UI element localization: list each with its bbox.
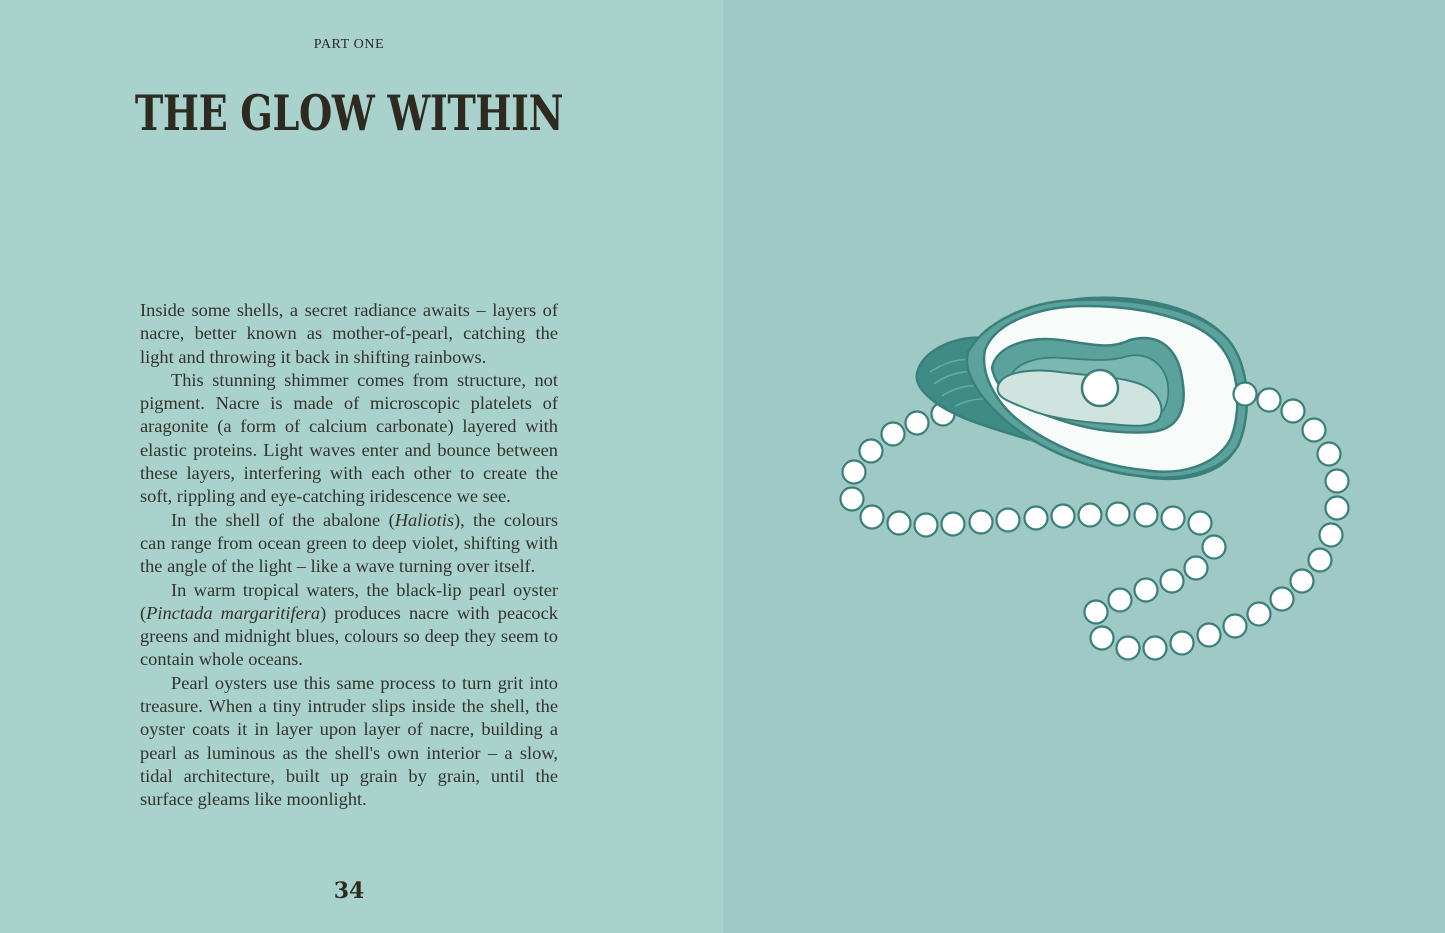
- paragraph-1: Inside some shells, a secret radiance awaits – layers of nacre, better known as mother-of-pearl, catching the light and throwing it back in shifting rainbows.: [140, 300, 558, 367]
- pearl-necklace-back: [841, 403, 955, 511]
- necklace-bead: [942, 513, 965, 536]
- paragraph-2: This stunning shimmer comes from structure, not pigment. Nacre is made of microscopic platelets of aragonite (a form of calcium carbonate) layered with elastic proteins. Light waves enter and bounce between these layers, interfering with each other to create the soft, rippling and eye-catching iridescence we see.: [140, 369, 558, 507]
- paragraph-3-start: In the shell of the abalone (: [171, 509, 395, 530]
- necklace-bead: [997, 509, 1020, 532]
- necklace-bead: [1135, 579, 1158, 602]
- necklace-bead: [861, 506, 884, 529]
- necklace-bead: [1109, 589, 1132, 612]
- paragraph-4: [140, 579, 558, 672]
- necklace-bead: [1248, 603, 1271, 626]
- central-pearl: [1082, 370, 1118, 406]
- paragraph-4-end: ) produces nacre with peacock greens and midnight blues, colours so deep they seem to contain whole oceans.: [140, 602, 558, 670]
- necklace-bead: [1326, 470, 1349, 493]
- necklace-bead: [1052, 505, 1075, 528]
- necklace-bead: [1291, 570, 1314, 593]
- necklace-bead: [1161, 570, 1184, 593]
- necklace-bead: [1318, 443, 1341, 466]
- necklace-bead: [860, 440, 883, 463]
- necklace-bead: [915, 514, 938, 537]
- oyster-pearl-illustration: [723, 0, 1445, 933]
- necklace-bead: [841, 488, 864, 511]
- necklace-bead: [906, 412, 929, 435]
- necklace-bead: [1025, 507, 1048, 530]
- necklace-bead: [1282, 400, 1305, 423]
- paragraph-5: Pearl oysters use this same process to turn grit into treasure. When a tiny intruder slips inside the shell, the oyster coats it in layer upon layer of nacre, building a pearl as luminous as the shell's own interior – a slow, tidal architecture, built up grain by grain, until the surface gleams like moonlight.: [140, 672, 558, 810]
- page-number: 34: [333, 878, 365, 904]
- necklace-bead: [1162, 507, 1185, 530]
- necklace-bead: [1234, 383, 1257, 406]
- necklace-bead: [1085, 601, 1108, 624]
- chapter-title: THE GLOW WITHIN: [134, 84, 564, 142]
- necklace-bead: [1189, 512, 1212, 535]
- right-page: [723, 0, 1445, 933]
- necklace-bead: [1303, 419, 1326, 442]
- necklace-bead: [1185, 557, 1208, 580]
- necklace-bead: [1117, 637, 1140, 660]
- necklace-bead: [1309, 549, 1332, 572]
- paragraph-3-end: ), the colours can range from ocean green to deep violet, shifting with the angle of the light – like a wave turning over itself.: [140, 509, 559, 577]
- necklace-bead: [1171, 632, 1194, 655]
- necklace-bead: [1198, 624, 1221, 647]
- necklace-bead: [843, 461, 866, 484]
- species-name-haliotis: Haliotis: [394, 509, 454, 530]
- necklace-bead: [1271, 588, 1294, 611]
- paragraph-3: [140, 509, 558, 579]
- necklace-bead: [888, 512, 911, 535]
- necklace-bead: [970, 511, 993, 534]
- species-name-pinctada: Pinctada margaritifera: [146, 602, 321, 623]
- paragraph-4-start: In warm tropical waters, the black-lip pearl oyster (: [140, 579, 558, 623]
- necklace-bead: [1135, 504, 1158, 527]
- necklace-bead: [1144, 637, 1167, 660]
- necklace-bead: [1203, 536, 1226, 559]
- necklace-bead: [1258, 389, 1281, 412]
- oyster-shell: [917, 298, 1247, 479]
- necklace-bead: [882, 423, 905, 446]
- body-text: [140, 299, 558, 812]
- necklace-bead: [1326, 497, 1349, 520]
- necklace-bead: [1091, 627, 1114, 650]
- part-label: PART ONE: [313, 37, 385, 52]
- necklace-bead: [1107, 503, 1130, 526]
- necklace-bead: [1320, 524, 1343, 547]
- necklace-bead: [1079, 504, 1102, 527]
- necklace-bead: [1224, 615, 1247, 638]
